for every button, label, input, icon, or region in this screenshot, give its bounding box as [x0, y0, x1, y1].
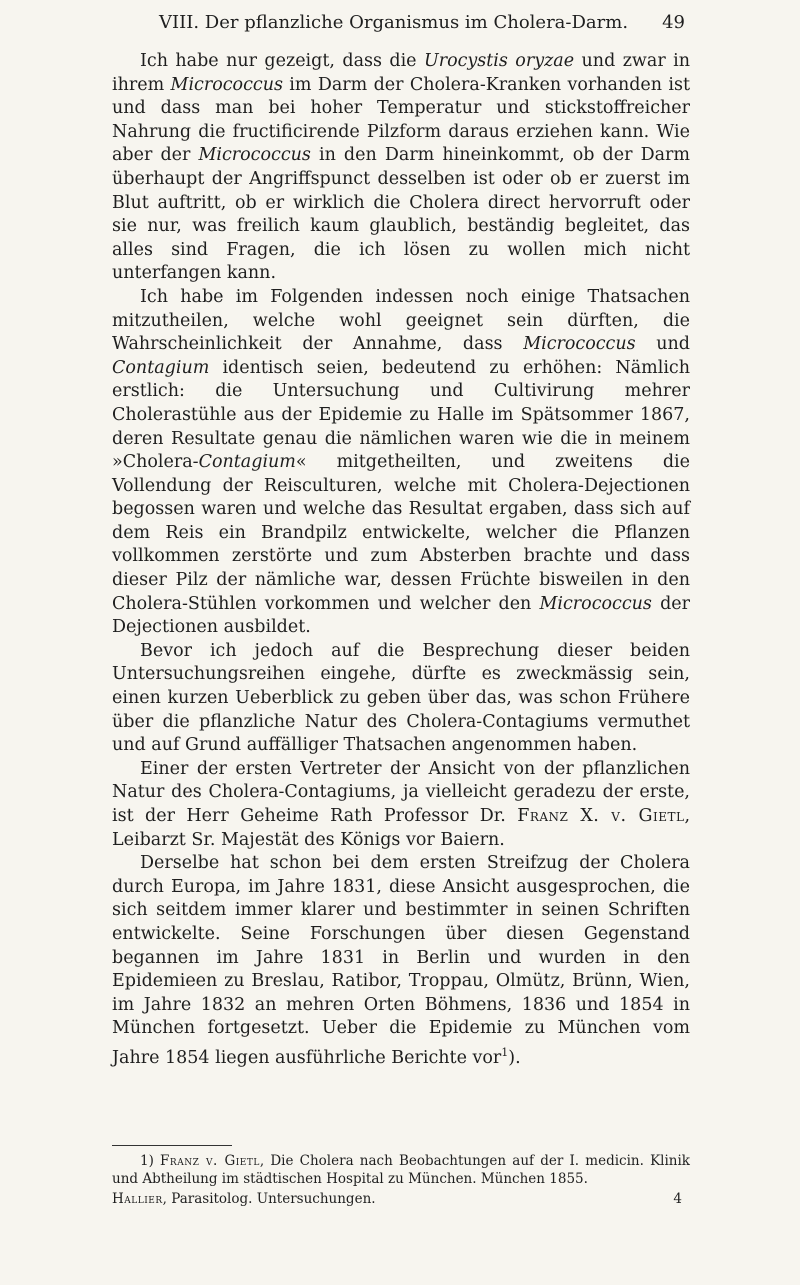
main-text — [112, 50, 690, 1070]
chapter-title: VIII. Der pflanzliche Organismus im Cholera-Darm. — [159, 12, 629, 33]
text-run: ). — [508, 1047, 521, 1068]
printer-signature: Hallier, Parasitolog. Untersuchungen. 4 — [112, 1190, 690, 1208]
footnote-ref: 1 — [501, 1045, 509, 1059]
text-run: identisch seien, bedeutend zu erhöhen: Nämlich erstlich: die Untersuchung und Cultivirung mehrer Cholerastühle aus der Epidemie zu Halle im Spätsommer 1867, deren Resultate genau die nämlichen waren wie die in meinem »Cholera- — [112, 357, 690, 473]
italic-term: Micrococcus — [170, 74, 283, 95]
italic-term: Micrococcus — [198, 145, 311, 166]
text-run: Einer der ersten Vertreter der Ansicht von der pflanzlichen Natur des Cholera-Contagiums, ja vielleicht geradezu der erste, ist der Herr Geheime Rath Professor Dr. — [112, 758, 690, 826]
paragraph — [112, 50, 690, 286]
paragraph — [112, 640, 690, 758]
text-run: 1) — [140, 1153, 161, 1169]
text-run: Derselbe hat schon bei dem ersten Streifzug der Cholera durch Europa, im Jahre 1831, diese Ansicht ausgesprochen, die sich seitdem immer klarer und bestimmter in seinen Schriften entwickelte. Seine Forschungen über diesen Gegenstand begannen im Jahre 1831 in Berlin und wurden in den Epidemieen zu Breslau, Ratibor, Troppau, Olmütz, Brünn, Wien, im Jahre 1832 an mehren Orten Böhmens, 1836 und 1854 in München fortgesetzt. Ueber die Epidemie zu München vom Jahre 1854 liegen ausführliche Berichte vor — [112, 853, 690, 1068]
text-run: und zwar in ihrem — [112, 51, 690, 95]
sheet-number: 4 — [673, 1191, 682, 1207]
signature-title: Parasitolog. Untersuchungen. — [171, 1191, 376, 1207]
signature-author: Hallier — [112, 1191, 163, 1207]
italic-term: Contagium — [112, 357, 210, 378]
text-run: Bevor ich jedoch auf die Besprechung dieser beiden Untersuchungsreihen eingehe, dürfte es zweckmässig sein, einen kurzen Ueberblick zu geben über das, was schon Frühere über die pflanzliche Natur des Cholera-Contagiums vermuthet und auf Grund auffälliger Thatsachen angenommen haben. — [112, 640, 690, 756]
page-number: 49 — [662, 12, 685, 33]
person-name: Franz X. v. Gietl — [517, 806, 685, 826]
text-run: Ich habe im Folgenden indessen noch einige Thatsachen mitzutheilen, welche wohl geeignet sein dürften, die Wahrscheinlichkeit der Annahme, dass — [112, 286, 690, 355]
person-name: Franz v. Gietl — [160, 1153, 260, 1169]
text-run: « mitgetheilten, und zweitens die Vollendung der Reisculturen, welche mit Cholera-Dejectionen begossen waren und welche das Resultat ergaben, dass sich auf dem Reis ein Brandpilz entwickelte, welcher die Pflanzen vollkommen zerstörte und zum Absterben brachte und dass dieser Pilz der nämliche war, dessen Früchte bisweilen in den Cholera-Stühlen vorkommen und welcher den — [112, 452, 690, 614]
footnote-area — [112, 1145, 690, 1208]
text-run: , Die Cholera nach Beobachtungen auf der I. medicin. Klinik und Abtheilung im städtischen Hospital zu München. München 1855. — [112, 1153, 690, 1187]
italic-term: Contagium — [198, 452, 296, 473]
paragraph — [112, 852, 690, 1070]
paragraph — [112, 286, 690, 640]
text-run: in den Darm hineinkommt, ob der Darm überhaupt der Angriffspunct desselben ist oder ob er zuerst im Blut auftritt, ob er wirklich die Cholera direct hervorruft oder sie nur, was freilich kaum glaublich, beständig begleitet, das alles sind Fragen, die ich lösen zu wollen mich nicht unterfangen kann. — [112, 145, 690, 284]
text-run: und — [635, 334, 691, 355]
italic-term: Urocystis oryzae — [423, 51, 575, 71]
text-run: , Leibarzt Sr. Majestät des Königs vor Baiern. — [112, 806, 691, 850]
paragraph — [112, 758, 690, 852]
italic-term: Micrococcus — [539, 593, 652, 614]
footnote-rule — [112, 1145, 232, 1146]
footnote — [112, 1152, 690, 1188]
text-run: der Dejectionen ausbildet. — [112, 593, 690, 638]
running-header — [115, 12, 685, 42]
text-run: Ich habe nur gezeigt, dass die — [140, 51, 424, 71]
italic-term: Micrococcus — [523, 334, 636, 355]
text-run: im Darm der Cholera-Kranken vorhanden ist und dass man bei hoher Temperatur und stickstoffreicher Nahrung die fructificirende Pilzform daraus erziehen kann. Wie aber der — [112, 74, 690, 166]
